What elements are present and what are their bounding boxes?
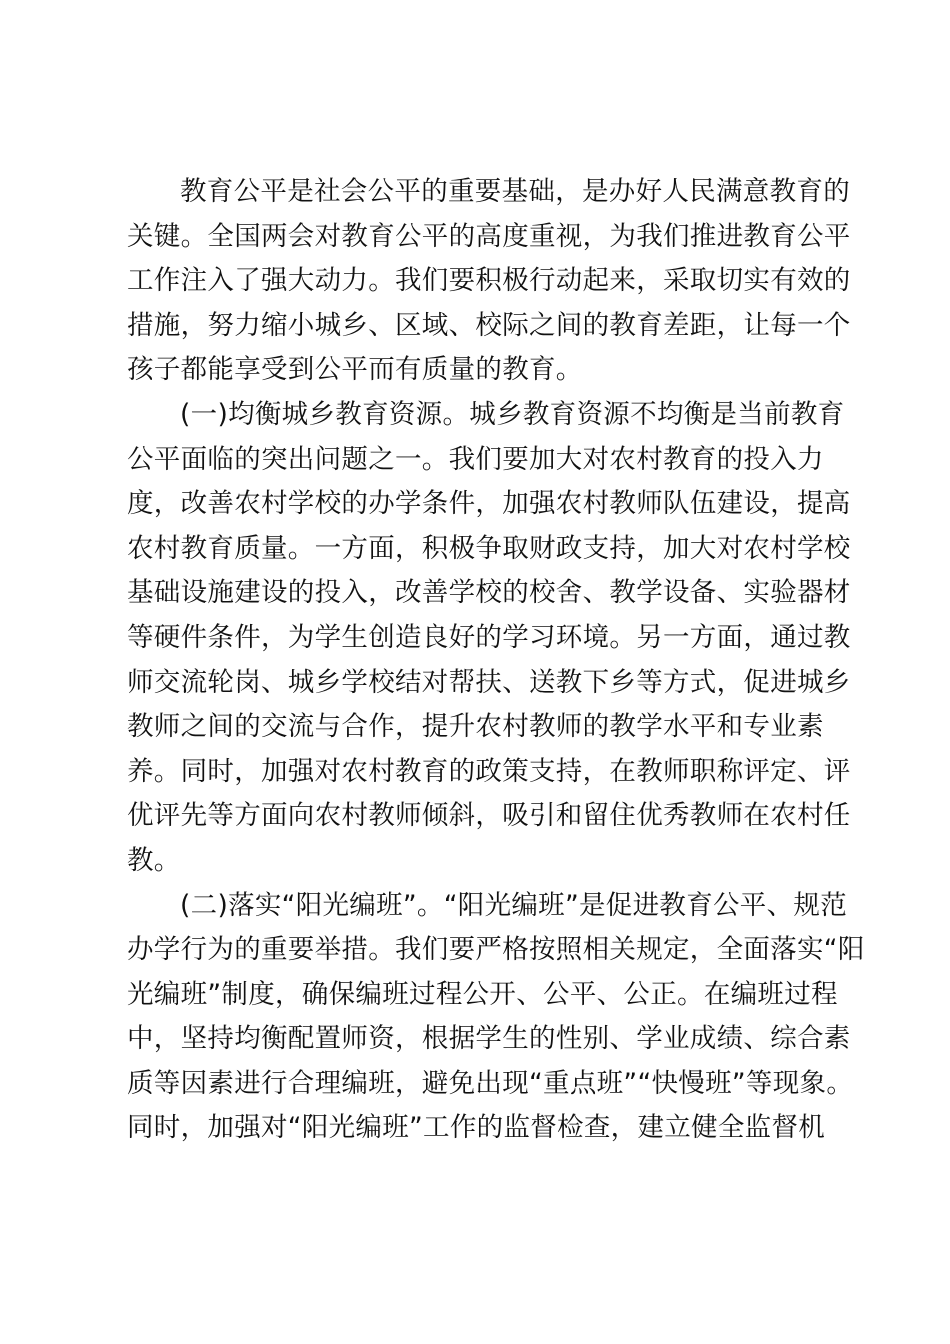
paragraph-2-line-3: 度，改善农村学校的办学条件，加强农村教师队伍建设，提高 (127, 488, 851, 520)
paragraph-2-line-11: 教。 (127, 844, 181, 876)
paragraph-2-line-7: 师交流轮岗、城乡学校结对帮扶、送教下乡等方式，促进城乡 (127, 666, 851, 698)
paragraph-2-line-5: 基础设施建设的投入，改善学校的校舍、教学设备、实验器材 (127, 577, 851, 609)
document-body (127, 170, 865, 1151)
paragraph-3-line-4: 中，坚持均衡配置师资，根据学生的性别、学业成绩、综合素 (127, 1023, 851, 1055)
paragraph-3-line-1: (二)落实“阳光编班”。“阳光编班”是促进教育公平、规范 (180, 889, 847, 921)
paragraph-3-line-2: 办学行为的重要举措。我们要严格按照相关规定，全面落实“阳 (127, 934, 865, 966)
paragraph-2-line-6: 等硬件条件，为学生创造良好的学习环境。另一方面，通过教 (127, 621, 851, 653)
paragraph-3-line-3: 光编班”制度，确保编班过程公开、公平、公正。在编班过程 (127, 978, 838, 1010)
paragraph-1-line-4: 措施，努力缩小城乡、区域、校际之间的教育差距，让每一个 (127, 309, 851, 341)
paragraph-2-line-1: (一)均衡城乡教育资源。城乡教育资源不均衡是当前教育 (180, 398, 845, 430)
paragraph-1-line-5: 孩子都能享受到公平而有质量的教育。 (127, 354, 583, 386)
paragraph-2-line-4: 农村教育质量。一方面，积极争取财政支持，加大对农村学校 (127, 532, 851, 564)
paragraph-3-line-5: 质等因素进行合理编班，避免出现“重点班”“快慢班”等现象。 (127, 1067, 854, 1099)
paragraph-2-line-9: 养。同时，加强对农村教育的政策支持，在教师职称评定、评 (127, 755, 851, 787)
paragraph-2-line-10: 优评先等方面向农村教师倾斜，吸引和留住优秀教师在农村任 (127, 800, 851, 832)
paragraph-2-line-2: 公平面临的突出问题之一。我们要加大对农村教育的投入力 (127, 443, 824, 475)
paragraph-1-line-3: 工作注入了强大动力。我们要积极行动起来，采取切实有效的 (127, 265, 851, 297)
paragraph-1-line-1: 教育公平是社会公平的重要基础，是办好人民满意教育的 (180, 176, 850, 207)
paragraph-1-line-2: 关键。全国两会对教育公平的高度重视，为我们推进教育公平 (127, 220, 851, 252)
paragraph-2-line-8: 教师之间的交流与合作，提升农村教师的教学水平和专业素 (127, 711, 824, 743)
paragraph-3-line-6: 同时，加强对“阳光编班”工作的监督检查，建立健全监督机 (127, 1112, 826, 1144)
